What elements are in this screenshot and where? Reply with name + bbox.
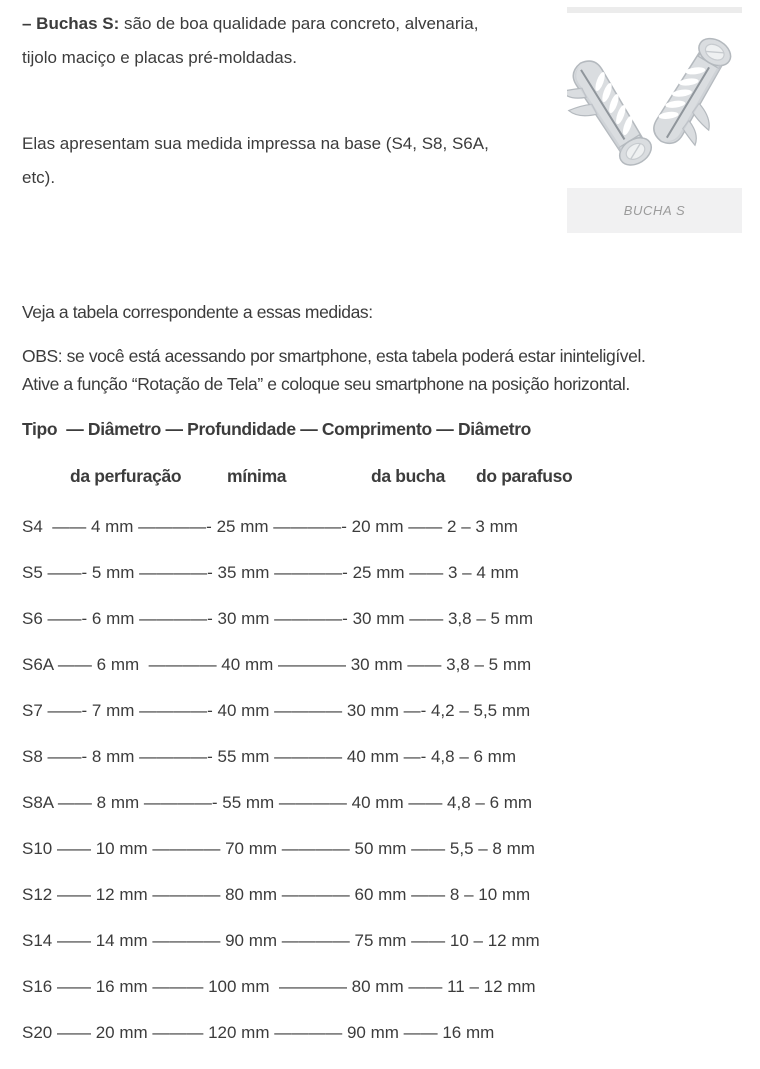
intro-paragraph-1-line-2: tijolo maciço e placas pré-moldadas. [22,48,297,67]
table-row-s10: S10 —— 10 mm ———— 70 mm ———— 50 mm —— 5,5 – 8 mm [22,839,535,858]
buchas-s-label: – Buchas S: [22,14,120,33]
table-row-s16: S16 —— 16 mm ——— 100 mm ———— 80 mm —— 11 – 12 mm [22,977,536,996]
table-row-s20: S20 —— 20 mm ——— 120 mm ———— 90 mm —— 16 mm [22,1023,495,1042]
table-row-s8: S8 ——- 8 mm ————- 55 mm ———— 40 mm —- 4,8 – 6 mm [22,747,517,766]
wall-plug-illustration [567,13,742,188]
figure-caption-text: BUCHA S [623,203,686,218]
table-row-s8a: S8A —— 8 mm ————- 55 mm ———— 40 mm —— 4,8 – 6 mm [22,793,533,812]
intro-paragraph-2 [22,127,489,195]
table-header-row-2 [0,466,760,488]
table-row-s7: S7 ——- 7 mm ————- 40 mm ———— 30 mm —- 4,2 – 5,5 mm [22,701,531,720]
figure-caption [567,188,742,233]
obs-line-2: Ative a função “Rotação de Tela” e coloque seu smartphone na posição horizontal. [22,374,630,394]
table-header-do-parafuso: do parafuso [476,466,573,486]
table-row-s5: S5 ——- 5 mm ————- 35 mm ————- 25 mm —— 3 – 4 mm [22,563,519,582]
table-row-s12: S12 —— 12 mm ———— 80 mm ———— 60 mm —— 8 – 10 mm [22,885,531,904]
intro-paragraph-2-line-1: Elas apresentam sua medida impressa na base (S4, S8, S6A, [22,134,489,153]
table-row-s6: S6 ——- 6 mm ————- 30 mm ————- 30 mm —— 3,8 – 5 mm [22,609,534,628]
intro-paragraph-2-line-2: etc). [22,168,56,187]
table-row-s6a: S6A —— 6 mm ———— 40 mm ———— 30 mm —— 3,8 – 5 mm [22,655,532,674]
table-header-row-1: Tipo — Diâmetro — Profundidade — Comprimento — Diâmetro [22,419,532,439]
intro-paragraph-1 [22,7,478,75]
table-header-minima: mínima [227,466,287,486]
table-lead-text: Veja a tabela correspondente a essas medidas: [22,302,373,322]
intro-paragraph-1-line-1: – Buchas S: são de boa qualidade para concreto, alvenaria, [22,14,479,33]
table-header-da-bucha: da bucha [371,466,446,486]
obs-line-1: OBS: se você está acessando por smartphone, esta tabela poderá estar ininteligível. [22,346,646,366]
bucha-photo [567,13,742,188]
obs-paragraph [22,342,645,398]
table-header-da-perfuracao: da perfuração [70,466,182,486]
measurements-table [22,517,742,1069]
table-row-s4: S4 —— 4 mm ————- 25 mm ————- 20 mm —— 2 – 3 mm [22,517,518,536]
table-row-s14: S14 —— 14 mm ———— 90 mm ———— 75 mm —— 10 – 12 mm [22,931,540,950]
